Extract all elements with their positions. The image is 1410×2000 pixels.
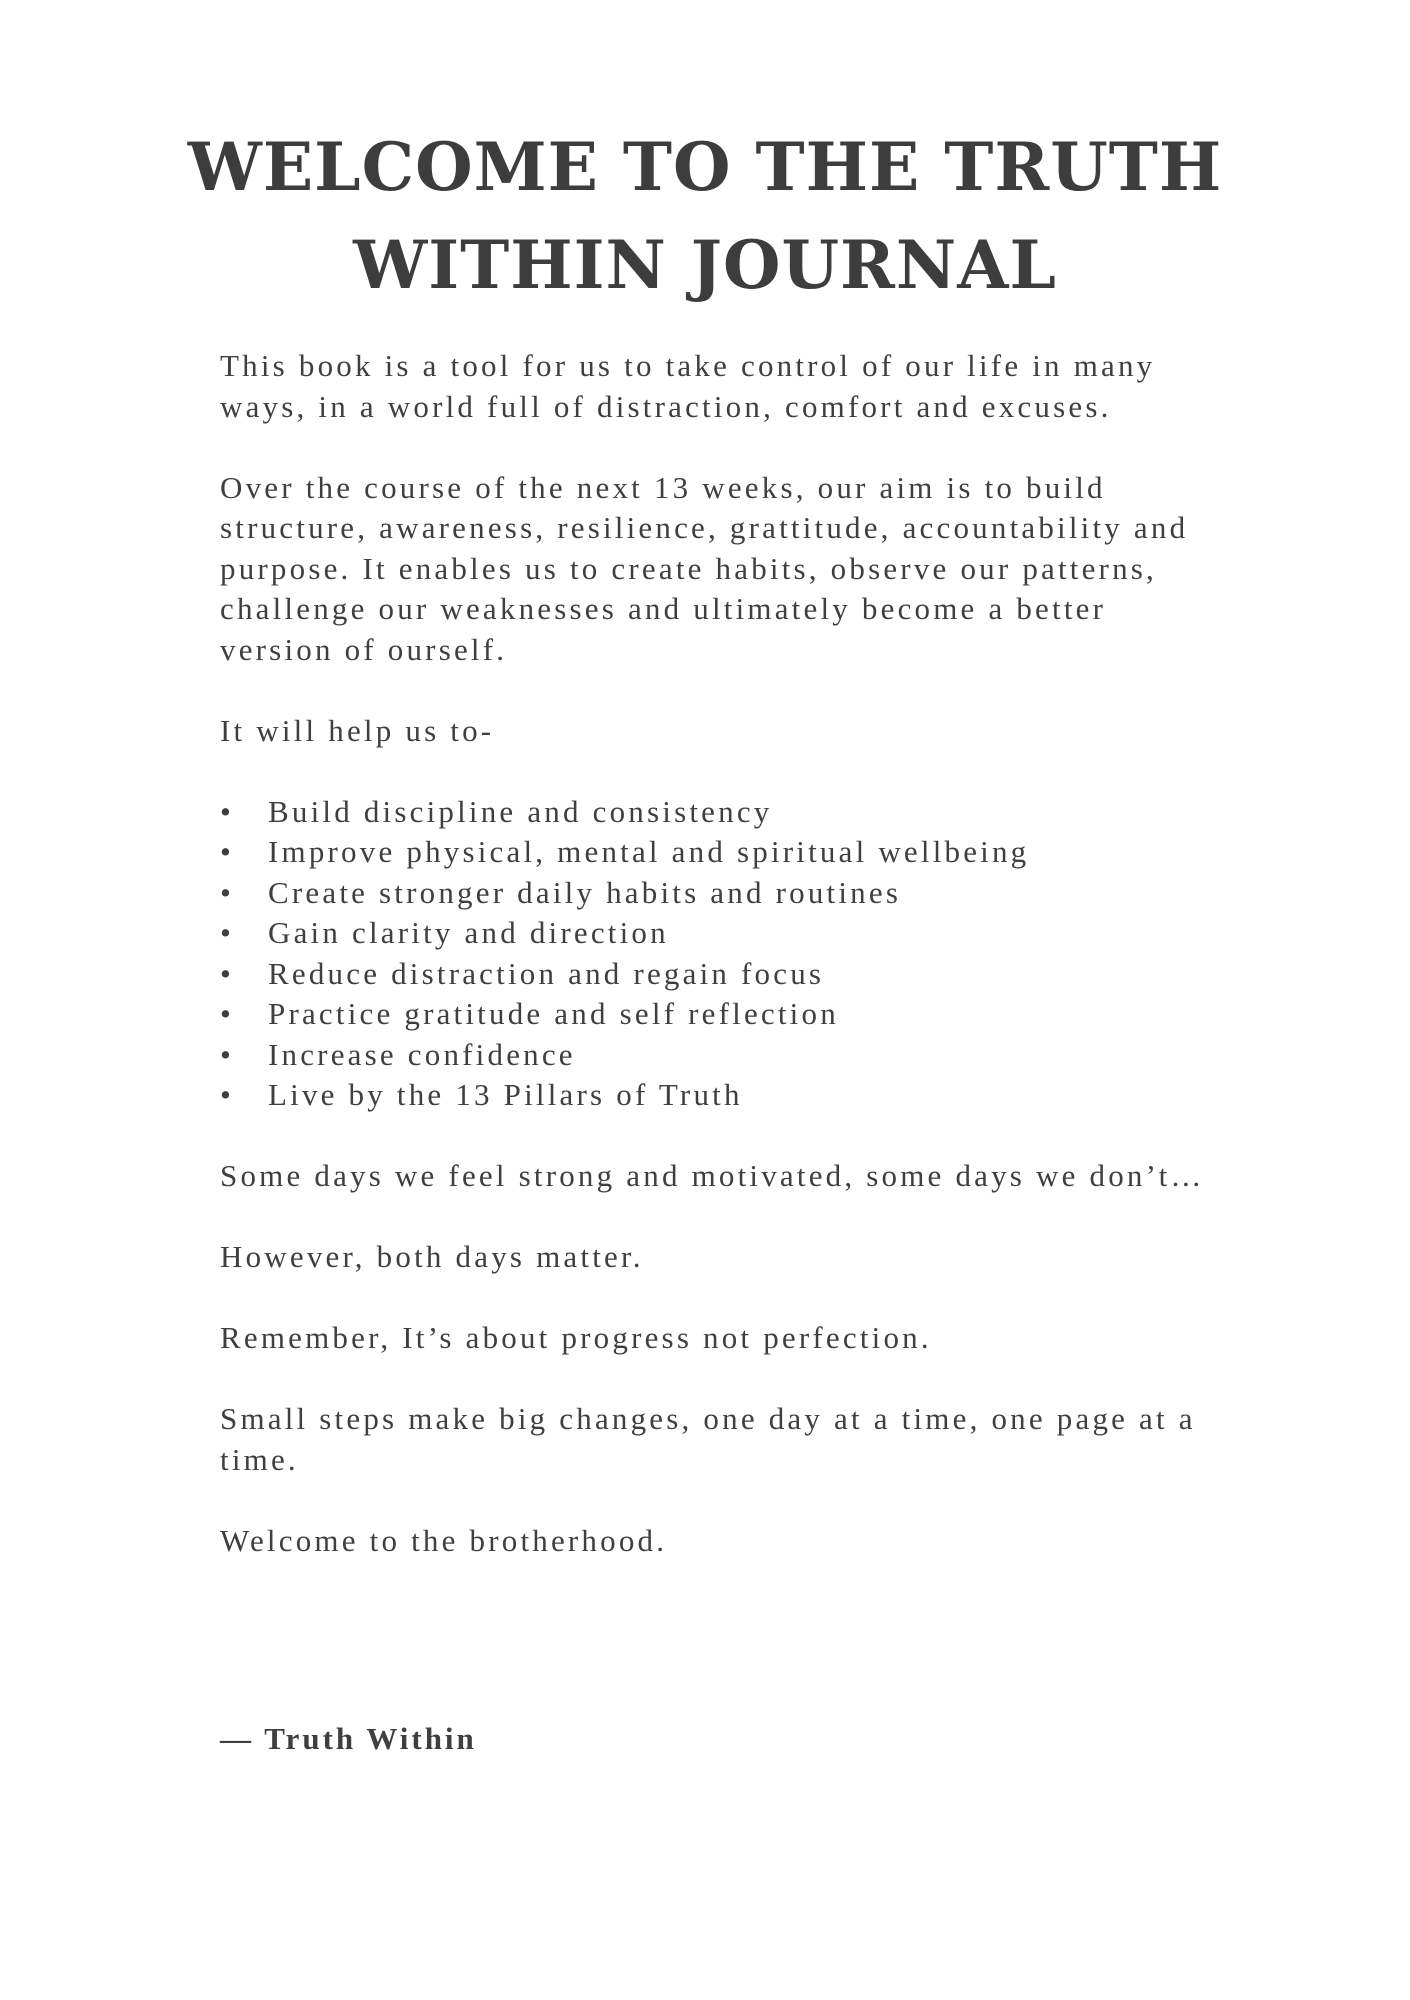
welcome-paragraph: Welcome to the brotherhood. <box>220 1522 668 1558</box>
page-title: WELCOME TO THE TRUTH WITHIN JOURNAL <box>187 128 1223 304</box>
list-item <box>220 1035 1220 1076</box>
small-steps-paragraph: Small steps make big changes, one day at a time, one page at a time. <box>220 1401 1196 1477</box>
bullet-icon: • <box>220 1036 235 1072</box>
intro-paragraph: This book is a tool for us to take control of our life in many ways, in a world full of distraction, comfort and excuses. <box>220 348 1156 424</box>
progress-paragraph: Remember, It’s about progress not perfection. <box>220 1320 932 1355</box>
help-lead-in: It will help us to- <box>220 712 495 748</box>
bullet-icon: • <box>220 793 235 829</box>
list-item-text: Create stronger daily habits and routines <box>268 874 902 910</box>
bullet-icon: • <box>220 915 235 950</box>
list-item-text: Gain clarity and direction <box>268 915 669 950</box>
list-item-text: Build discipline and consistency <box>268 793 773 829</box>
bullet-icon: • <box>220 955 235 991</box>
list-item-text: Practice gratitude and self reflection <box>268 996 839 1031</box>
benefits-list <box>220 792 1220 1116</box>
bullet-icon: • <box>220 1077 235 1112</box>
intro-body <box>220 346 1220 1602</box>
signature: — Truth Within <box>220 1721 477 1756</box>
list-item <box>220 792 1220 833</box>
list-item-text: Increase confidence <box>268 1036 576 1072</box>
bullet-icon: • <box>220 996 235 1031</box>
list-item-text: Improve physical, mental and spiritual wellbeing <box>268 834 1030 869</box>
aim-paragraph: Over the course of the next 13 weeks, our aim is to build structure, awareness, resilience, grattitude, accountability and purpose. It enables us to create habits, observe our patterns, challenge our weaknesses and ultimately become a better version of ourself. <box>220 469 1189 667</box>
list-item-text: Live by the 13 Pillars of Truth <box>268 1077 743 1112</box>
both-days-paragraph: However, both days matter. <box>220 1239 644 1274</box>
list-item <box>220 1075 1220 1116</box>
list-item <box>220 873 1220 914</box>
bullet-icon: • <box>220 874 235 910</box>
strong-days-paragraph: Some days we feel strong and motivated, some days we don’t… <box>220 1158 1205 1193</box>
list-item <box>220 994 1220 1035</box>
list-item-text: Reduce distraction and regain focus <box>268 955 825 991</box>
list-item <box>220 954 1220 995</box>
list-item <box>220 913 1220 954</box>
bullet-icon: • <box>220 834 235 869</box>
list-item <box>220 832 1220 873</box>
